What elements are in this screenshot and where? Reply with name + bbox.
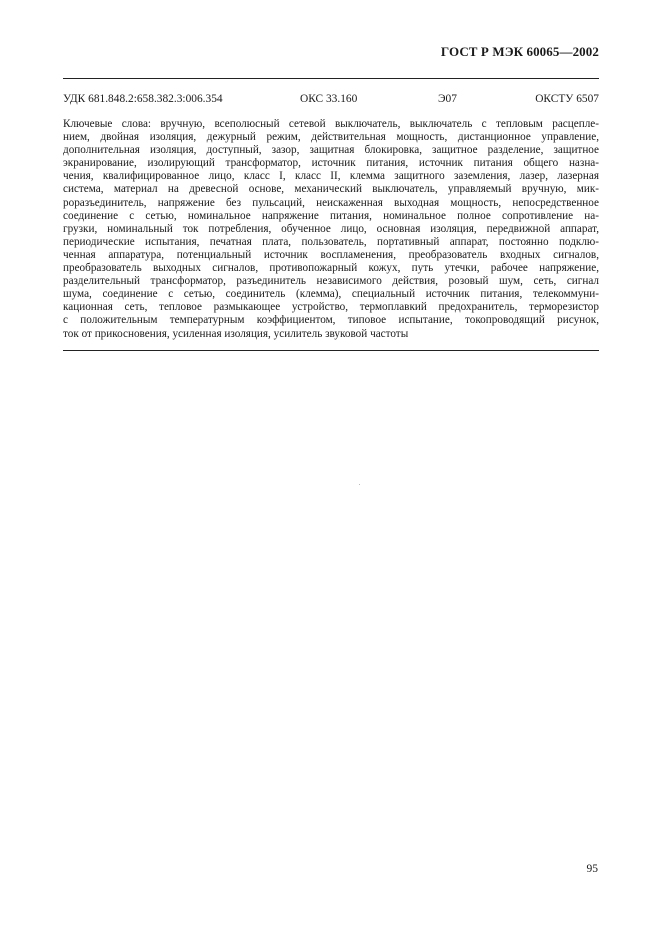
keywords-line: нием, двойная изоляция, дежурный режим, действительная мощность, дистанционное управление, <box>63 131 599 144</box>
keywords-line: с положительным температурным коэффициентом, типовое испытание, токопроводящий рисунок, <box>63 314 599 327</box>
keywords-line: разделительный трансформатор, разъединитель независимого действия, розовый шум, сеть, сигнал <box>63 275 599 288</box>
keywords-line: ченная аппаратура, потенциальный источник воспламенения, преобразователь входных сигналов, <box>63 248 599 261</box>
e07-code: Э07 <box>438 93 457 105</box>
keywords-line: дополнительная изоляция, доступный, зазор, защитная блокировка, защитное разделение, защитное <box>63 144 599 157</box>
keywords-line: периодические испытания, печатная плата, пользователь, портативный аппарат, постоянно подклю- <box>63 235 599 248</box>
keywords-line: чения, квалифицированное лицо, класс I, класс II, клемма защитного заземления, лазер, лазерная <box>63 170 599 183</box>
keywords-line: кационная сеть, тепловое размыкающее устройство, термоплавкий предохранитель, терморезистор <box>63 301 599 314</box>
document-code: ГОСТ Р МЭК 60065—2002 <box>440 44 599 59</box>
okstu-code: ОКСТУ 6507 <box>535 93 599 105</box>
udk-code: УДК 681.848.2:658.382.3:006.354 <box>63 93 223 105</box>
keywords-line: шума, соединение с сетью, соединитель (клемма), специальный источник питания, телекоммуни- <box>63 288 599 301</box>
scan-speck <box>359 484 360 485</box>
keywords-line: ток от прикосновения, усиленная изоляция, усилитель звуковой частоты <box>63 327 409 340</box>
bottom-divider <box>63 350 599 351</box>
classification-codes <box>63 93 599 109</box>
keywords-line: преобразователь выходных сигналов, противопожарный кожух, путь утечки, рабочее напряжение, <box>63 262 599 275</box>
keywords-line: грузки, номинальный ток потребления, обученное лицо, основная изоляция, передвижной аппарат, <box>63 222 599 235</box>
keywords-line: роразъединитель, напряжение без пульсаций, неискаженная выходная мощность, непосредственное <box>63 196 599 209</box>
keywords-line: соединение с сетью, номинальное напряжение питания, номинальное полное сопротивление на- <box>63 209 599 222</box>
top-divider <box>63 78 599 79</box>
oks-code: ОКС 33.160 <box>300 93 358 105</box>
page-number: 95 <box>586 863 598 875</box>
keywords-line: система, материал на древесной основе, механический выключатель, управляемый вручную, мик- <box>63 183 599 196</box>
keywords-paragraph <box>63 118 599 341</box>
keywords-line: экранирование, изолирующий трансформатор, источник питания, источник питания общего назна- <box>63 157 599 170</box>
keywords-line: Ключевые слова: вручную, всеполюсный сетевой выключатель, выключатель с тепловым расцепле- <box>63 118 599 130</box>
